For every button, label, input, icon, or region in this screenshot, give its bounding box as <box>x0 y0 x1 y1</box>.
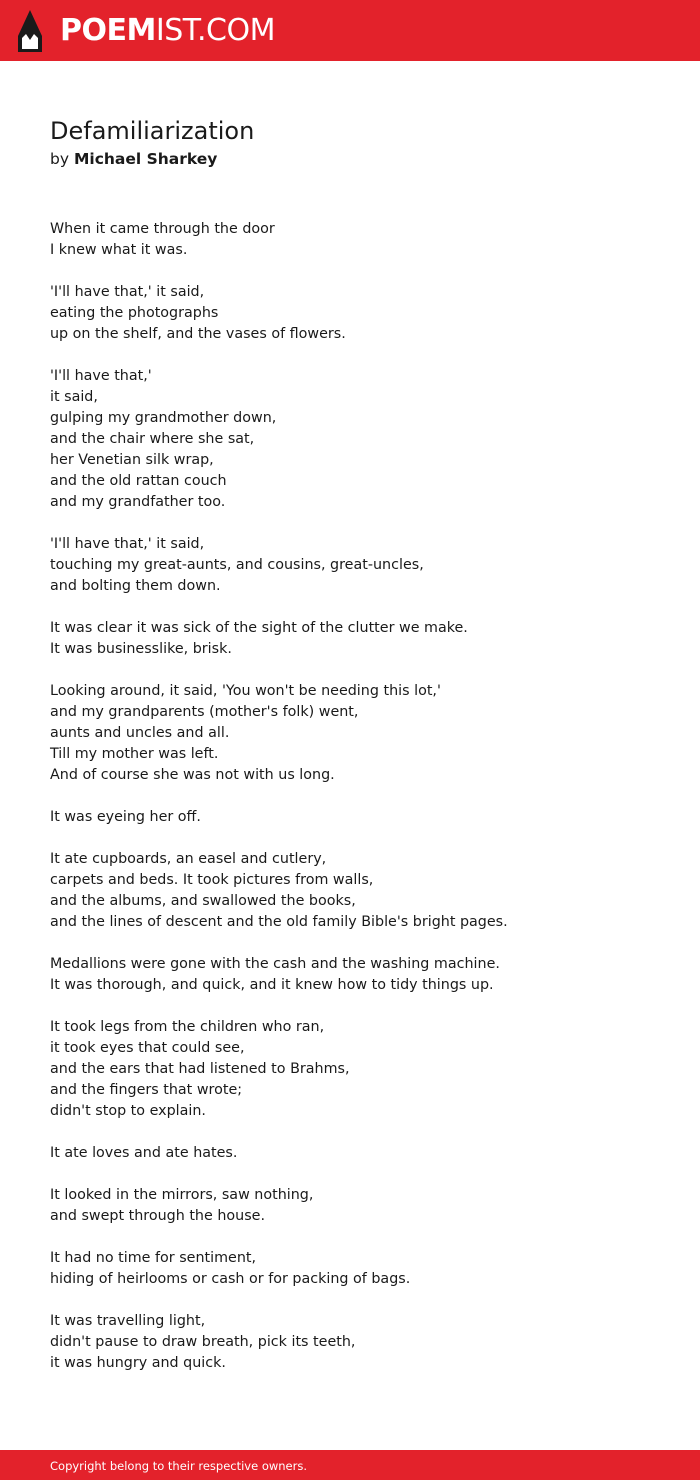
poem-line: gulping my grandmother down, <box>50 410 277 426</box>
poem-line: 'I'll have that,' it said, <box>50 284 205 300</box>
poem-stanza <box>50 954 670 996</box>
poem-line: it took eyes that could see, <box>50 1040 245 1056</box>
poem-line: didn't stop to explain. <box>50 1103 206 1119</box>
poem-line: When it came through the door <box>50 221 275 237</box>
pencil-tip-icon <box>18 10 42 52</box>
poem-line: It took legs from the children who ran, <box>50 1019 325 1035</box>
poem-line: I knew what it was. <box>50 242 188 258</box>
poem-line: aunts and uncles and all. <box>50 725 230 741</box>
by-label: by <box>50 150 70 168</box>
poem-line: and the ears that had listened to Brahms, <box>50 1061 350 1077</box>
poem-stanza <box>50 1143 670 1164</box>
poem-line: Medallions were gone with the cash and the washing machine. <box>50 956 500 972</box>
poem-line: It was eyeing her off. <box>50 809 201 825</box>
poem-line: It was businesslike, brisk. <box>50 641 232 657</box>
poem-line: and swept through the house. <box>50 1208 265 1224</box>
poem-stanza <box>50 1185 670 1227</box>
poem-line: and my grandfather too. <box>50 494 226 510</box>
poem-stanza <box>50 366 670 513</box>
poem-line: It was travelling light, <box>50 1313 206 1329</box>
poem-line: carpets and beds. It took pictures from walls, <box>50 872 374 888</box>
poem-line: It had no time for sentiment, <box>50 1250 257 1266</box>
poem-line: her Venetian silk wrap, <box>50 452 214 468</box>
poem-line: It was clear it was sick of the sight of the clutter we make. <box>50 620 468 636</box>
poem-line: It ate loves and ate hates. <box>50 1145 238 1161</box>
poem-line: and my grandparents (mother's folk) went, <box>50 704 359 720</box>
poem-stanza <box>50 618 670 660</box>
poem-stanza <box>50 282 670 345</box>
poem-line: and the lines of descent and the old family Bible's bright pages. <box>50 914 508 930</box>
logo-text-light: IST.COM <box>155 13 275 48</box>
poem-stanza <box>50 1017 670 1122</box>
logo-text-bold: POEM <box>60 13 156 48</box>
poem-line: Looking around, it said, 'You won't be needing this lot,' <box>50 683 441 699</box>
poem-line: hiding of heirlooms or cash or for packing of bags. <box>50 1271 411 1287</box>
site-logo-link[interactable] <box>18 10 275 52</box>
copyright-text: Copyright belong to their respective owners. <box>50 1459 308 1473</box>
poem-stanza <box>50 849 670 933</box>
poem-line: It looked in the mirrors, saw nothing, <box>50 1187 314 1203</box>
site-logo-text <box>60 10 275 52</box>
poem-line: and bolting them down. <box>50 578 221 594</box>
poem-line: It was thorough, and quick, and it knew how to tidy things up. <box>50 977 494 993</box>
poem-line: 'I'll have that,' <box>50 368 152 384</box>
poem-byline <box>50 147 217 171</box>
site-header <box>0 0 700 61</box>
site-footer <box>0 1450 700 1480</box>
poem-title: Defamiliarization <box>50 117 255 145</box>
poem-stanza <box>50 681 670 786</box>
poem-line: 'I'll have that,' it said, <box>50 536 205 552</box>
poem-line: it said, <box>50 389 98 405</box>
poem-line: didn't pause to draw breath, pick its teeth, <box>50 1334 356 1350</box>
poem-body <box>50 219 670 1395</box>
poem-line: up on the shelf, and the vases of flowers. <box>50 326 346 342</box>
poem-line: Till my mother was left. <box>50 746 219 762</box>
poem-line: it was hungry and quick. <box>50 1355 226 1371</box>
poem-line: and the fingers that wrote; <box>50 1082 243 1098</box>
poem-line: touching my great-aunts, and cousins, great-uncles, <box>50 557 424 573</box>
poem-stanza <box>50 807 670 828</box>
poem-stanza <box>50 534 670 597</box>
poem-line: And of course she was not with us long. <box>50 767 335 783</box>
poem-line: and the albums, and swallowed the books, <box>50 893 356 909</box>
poem-line: and the chair where she sat, <box>50 431 255 447</box>
poem-line: eating the photographs <box>50 305 219 321</box>
poem-stanza <box>50 1311 670 1374</box>
poem-author: Michael Sharkey <box>73 150 218 168</box>
poem-stanza <box>50 1248 670 1290</box>
poem-stanza <box>50 219 670 261</box>
poem-line: and the old rattan couch <box>50 473 227 489</box>
poem-line: It ate cupboards, an easel and cutlery, <box>50 851 327 867</box>
